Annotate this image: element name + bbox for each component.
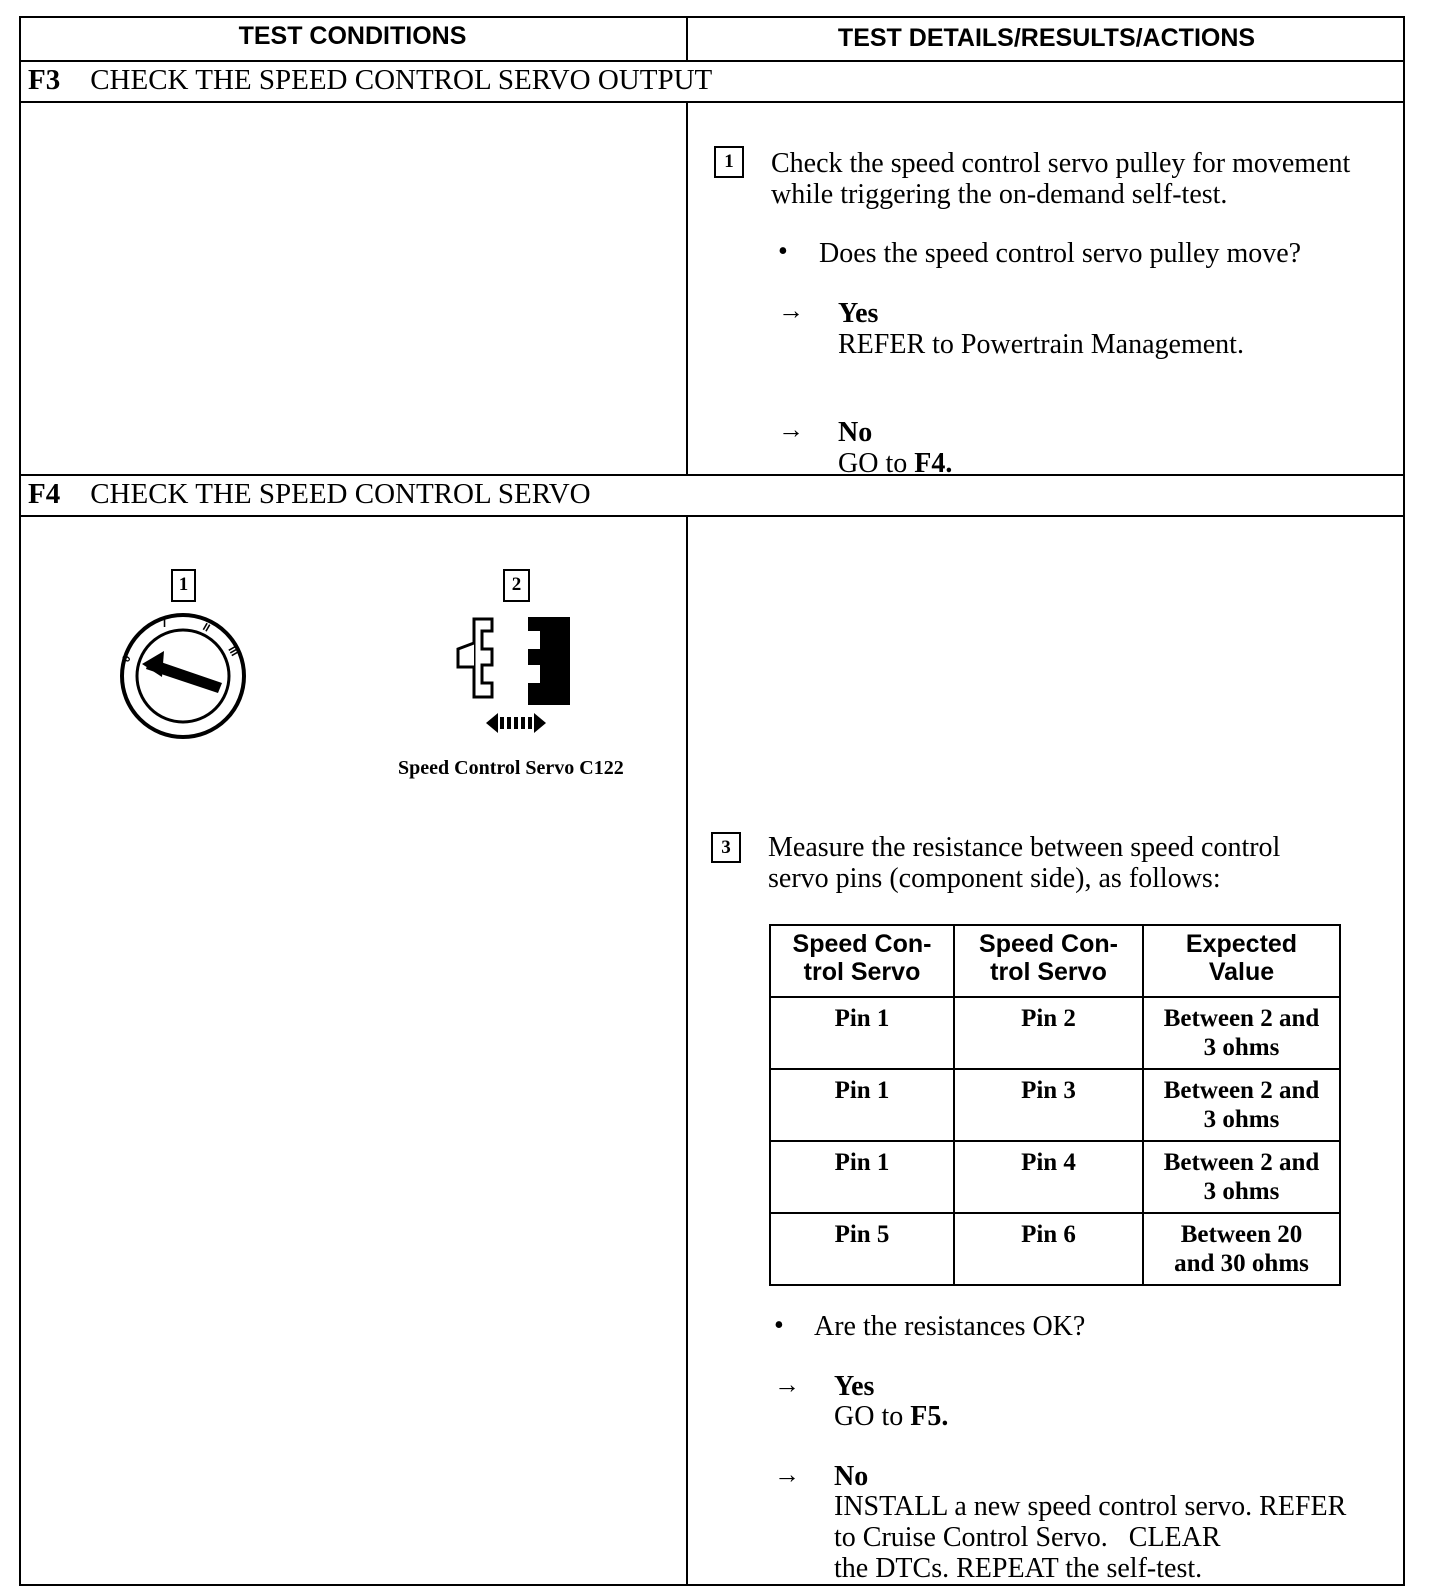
svg-text:III: III — [225, 644, 241, 659]
f3-step-text — [771, 148, 1411, 210]
f3-section-title — [28, 64, 712, 97]
f3-yes-label: Yes — [838, 298, 879, 329]
pin-a-cell: Pin 5 — [770, 1213, 954, 1285]
f3-no-verb: GO to — [838, 448, 915, 479]
column-header-servo-b — [954, 925, 1143, 997]
f4-no-line3: the DTCs. REPEAT the self-test. — [834, 1553, 1203, 1584]
f4-no-label: No — [834, 1461, 869, 1492]
f3-yes-rest: to Powertrain Management. — [925, 329, 1244, 360]
servo-connector-icon — [452, 613, 582, 741]
f4-no-action — [834, 1491, 1394, 1584]
f4-step-line1: Measure the resistance between speed control — [768, 832, 1281, 863]
f4-no-arrow: → — [774, 1460, 800, 1489]
f3-no-label: No — [838, 417, 873, 448]
f4-yes-action — [834, 1401, 948, 1432]
expected-line1: Between 2 and — [1163, 1077, 1320, 1104]
header-a-line2: trol Servo — [803, 958, 921, 986]
resistance-table — [769, 924, 1341, 1286]
f3-title: CHECK THE SPEED CONTROL SERVO OUTPUT — [90, 64, 713, 96]
ignition-switch-icon — [118, 611, 248, 741]
header-a-line1: Speed Con- — [792, 930, 932, 958]
f3-yes-action — [838, 329, 1244, 360]
header-c-line2: Value — [1208, 958, 1275, 986]
servo-connector-caption: Speed Control Servo C122 — [398, 757, 624, 779]
f3-bullet: • — [778, 236, 788, 267]
f4-illustration2-number: 2 — [503, 569, 530, 602]
f3-no-arrow: → — [778, 415, 804, 444]
expected-line2: and 30 ohms — [1174, 1250, 1309, 1277]
pin-b-cell: Pin 6 — [954, 1213, 1143, 1285]
svg-text:0: 0 — [120, 653, 134, 665]
table-row — [770, 997, 1340, 1069]
f3-no-action — [838, 448, 952, 479]
f3-step-number: 1 — [714, 146, 744, 178]
expected-line1: Between 2 and — [1163, 1005, 1320, 1032]
table-row — [770, 1069, 1340, 1141]
f3-column-divider — [686, 101, 688, 475]
f4-title-rule — [19, 515, 1405, 517]
f3-step-line2: while triggering the on-demand self-test. — [771, 179, 1228, 210]
resistance-table-header — [770, 925, 1340, 997]
header-b-line2: trol Servo — [990, 958, 1107, 986]
pin-b-cell: Pin 2 — [954, 997, 1143, 1069]
expected-value-cell — [1143, 1069, 1340, 1141]
pin-b-cell: Pin 4 — [954, 1141, 1143, 1213]
expected-line1: Between 20 — [1180, 1221, 1303, 1248]
f4-code: F4 — [28, 478, 61, 510]
f4-bullet: • — [774, 1310, 784, 1341]
table-row — [770, 1141, 1340, 1213]
expected-line1: Between 2 and — [1163, 1149, 1320, 1176]
header-b-line1: Speed Con- — [979, 930, 1118, 958]
f4-column-divider — [686, 515, 688, 1586]
expected-value-cell — [1143, 1213, 1340, 1285]
f3-yes-verb: REFER — [838, 329, 926, 360]
f4-step-line2: servo pins (component side), as follows: — [768, 863, 1221, 894]
f4-title: CHECK THE SPEED CONTROL SERVO — [90, 478, 591, 510]
f4-yes-label: Yes — [834, 1371, 875, 1402]
header-c-line1: Expected — [1185, 930, 1298, 958]
f3-bottom-rule — [19, 474, 1405, 476]
pin-a-cell: Pin 1 — [770, 997, 954, 1069]
expected-line2: 3 ohms — [1203, 1178, 1280, 1205]
expected-value-cell — [1143, 997, 1340, 1069]
svg-text:II: II — [200, 621, 212, 635]
pin-a-cell: Pin 1 — [770, 1069, 954, 1141]
f3-yes-arrow: → — [778, 296, 804, 325]
f3-title-rule — [19, 101, 1405, 103]
f4-question: Are the resistances OK? — [814, 1311, 1086, 1342]
f4-illustration1-number: 1 — [171, 569, 196, 602]
expected-line2: 3 ohms — [1203, 1034, 1280, 1061]
header-rule — [19, 60, 1405, 62]
expected-line2: 3 ohms — [1203, 1106, 1280, 1133]
f4-no-line1: INSTALL a new speed control servo. REFER — [834, 1491, 1347, 1522]
column-header-servo-a — [770, 925, 954, 997]
f3-code: F3 — [28, 64, 61, 96]
f3-question: Does the speed control servo pulley move? — [819, 238, 1302, 269]
pin-a-cell: Pin 1 — [770, 1141, 954, 1213]
header-test-details: TEST DETAILS/RESULTS/ACTIONS — [837, 24, 1256, 52]
column-header-expected — [1143, 925, 1340, 997]
f4-section-title — [28, 478, 591, 511]
f4-step-text — [768, 832, 1388, 894]
f4-yes-arrow: → — [774, 1370, 800, 1399]
pin-b-cell: Pin 3 — [954, 1069, 1143, 1141]
header-test-conditions: TEST CONDITIONS — [238, 22, 467, 50]
expected-value-cell — [1143, 1141, 1340, 1213]
f3-no-target: F4. — [914, 448, 953, 479]
f3-step-line1: Check the speed control servo pulley for movement — [771, 148, 1351, 179]
table-row — [770, 1213, 1340, 1285]
f4-yes-target: F5. — [910, 1401, 949, 1432]
f4-no-line2: to Cruise Control Servo. CLEAR — [834, 1522, 1221, 1553]
f4-step-number: 3 — [711, 832, 741, 863]
svg-text:I: I — [163, 618, 167, 630]
f4-yes-verb: GO to — [834, 1401, 911, 1432]
